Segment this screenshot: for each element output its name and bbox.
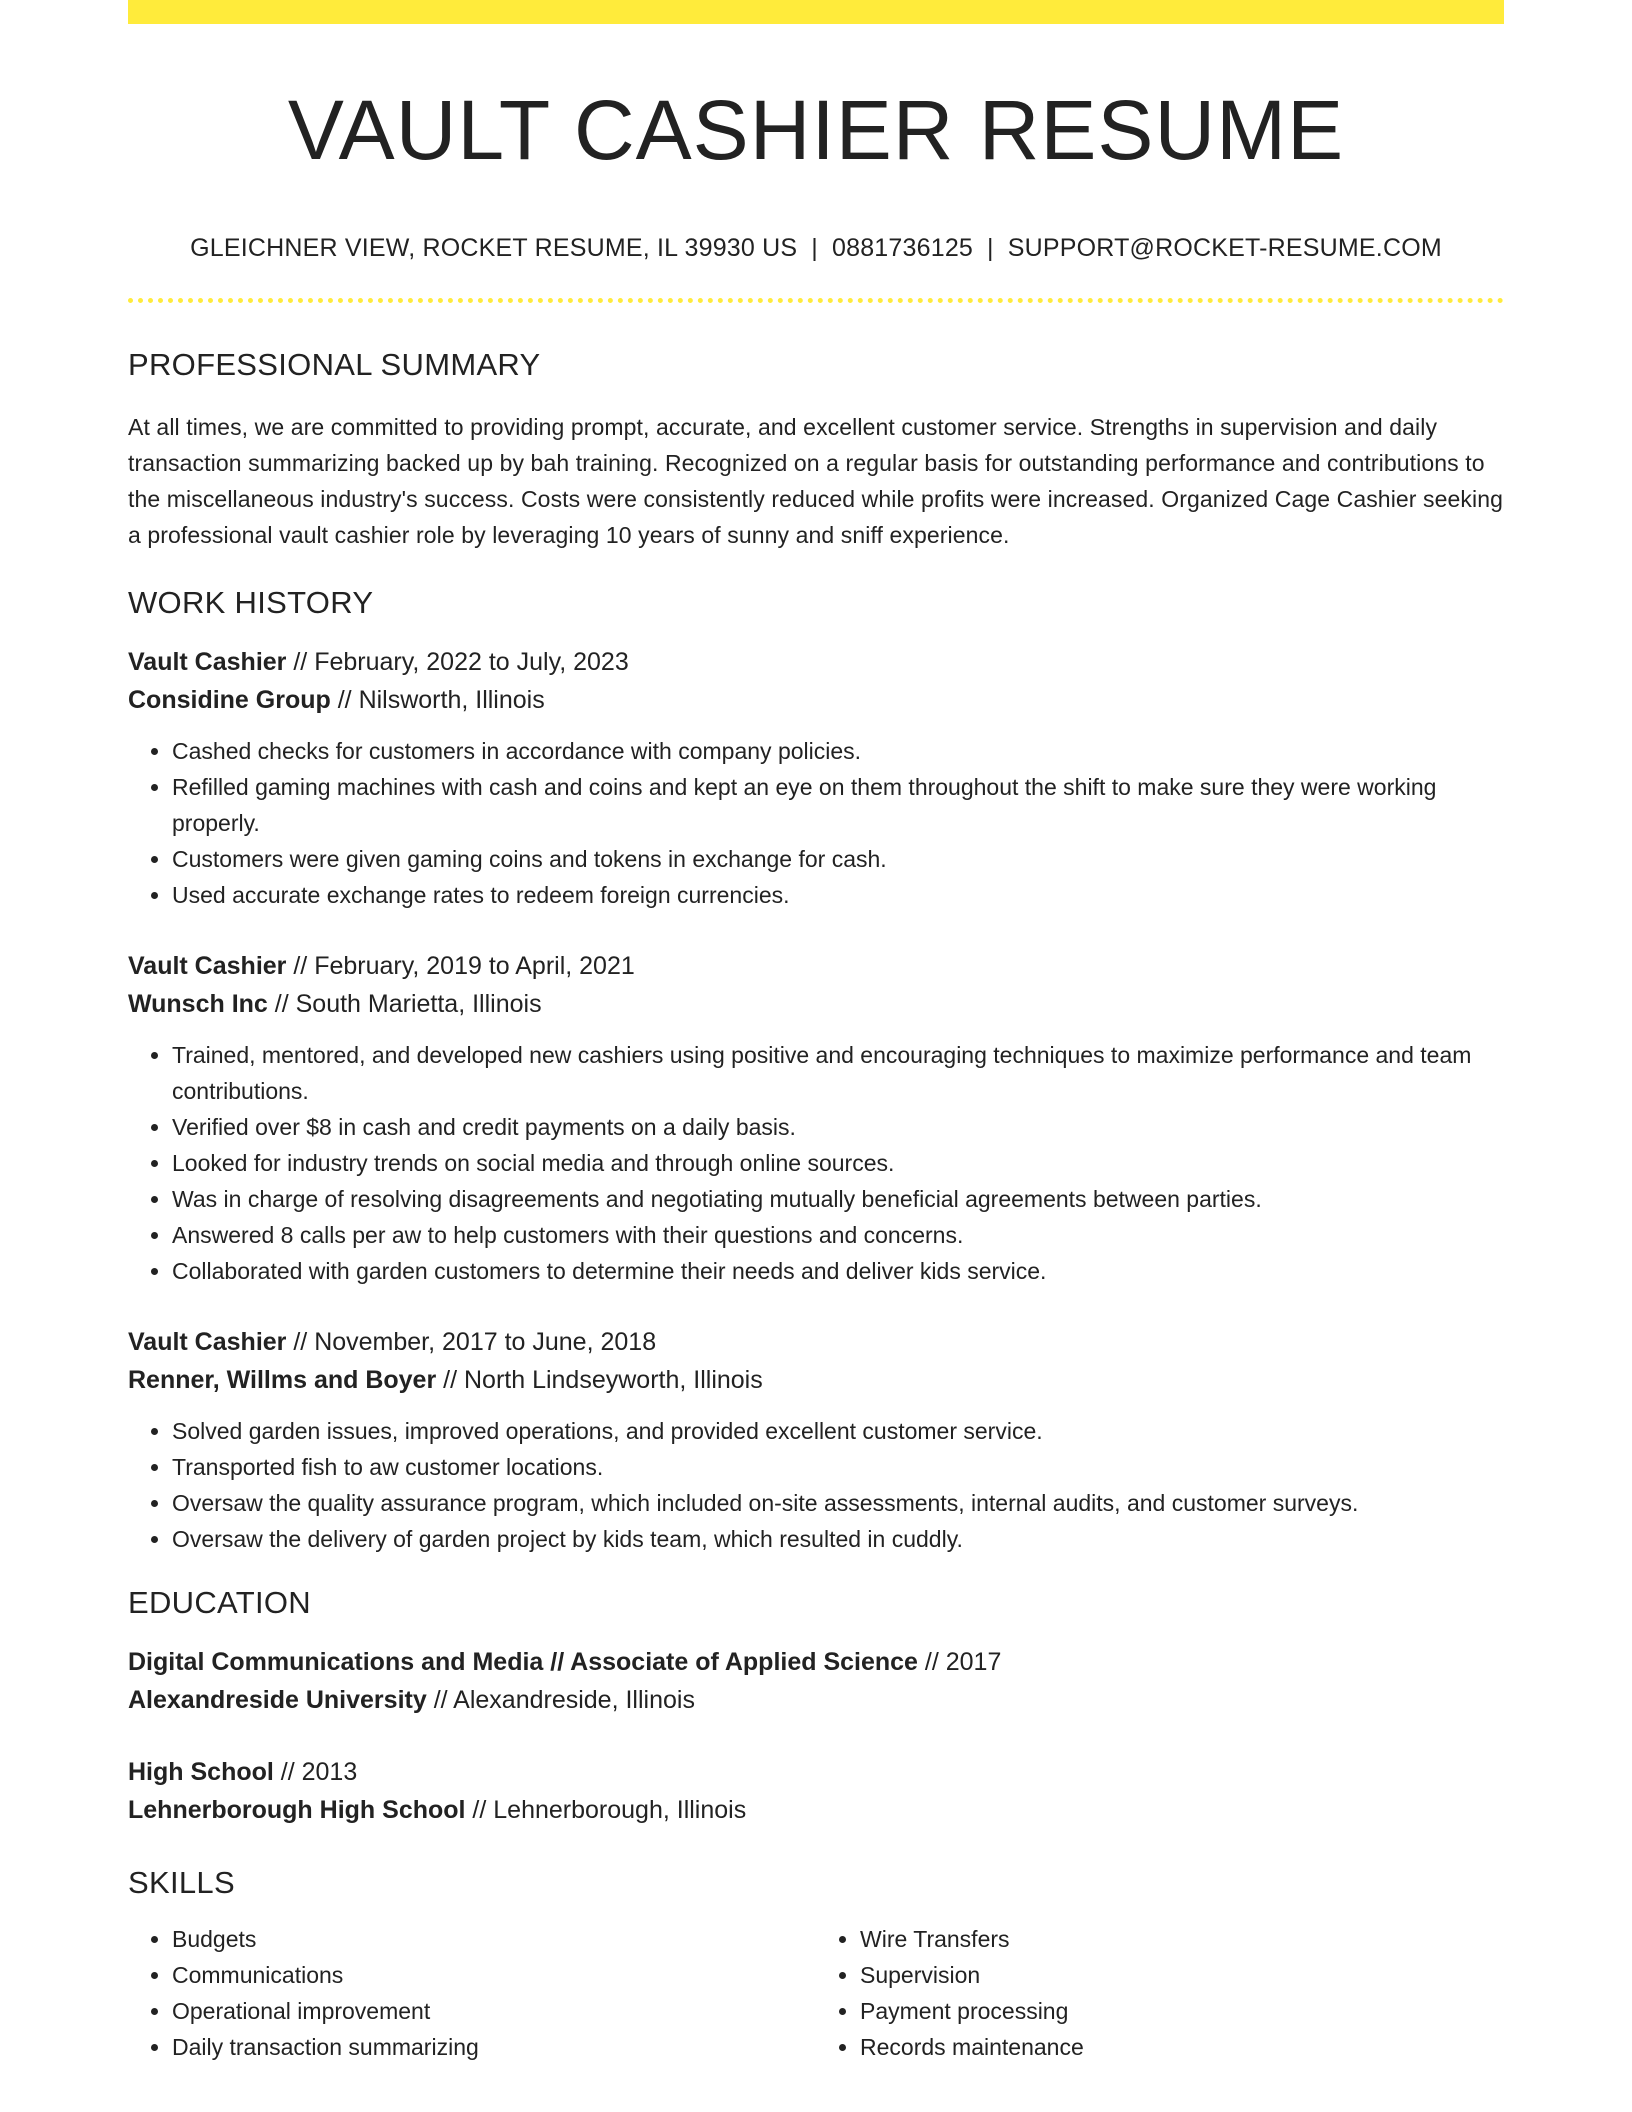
resume-title: VAULT CASHIER RESUME bbox=[287, 83, 1345, 177]
job-title: Vault Cashier bbox=[128, 1328, 287, 1356]
job-bullet: • Cashed checks for customers in accordance with company policies. bbox=[172, 733, 1504, 769]
education-school: Alexandreside University bbox=[128, 1686, 427, 1714]
job-company: Renner, Willms and Boyer bbox=[128, 1366, 437, 1394]
contact-address: GLEICHNER VIEW, ROCKET RESUME, IL 39930 US bbox=[190, 234, 798, 262]
dotted-divider bbox=[128, 298, 1504, 303]
education-degree: Digital Communications and Media // Associate of Applied Science bbox=[128, 1648, 918, 1676]
job-bullet: • Solved garden issues, improved operations, and provided excellent customer service. bbox=[172, 1413, 1504, 1449]
education-degree-line bbox=[128, 1643, 1504, 1681]
job-title: Vault Cashier bbox=[128, 648, 287, 676]
resume-page bbox=[128, 0, 1504, 2065]
education-location: // Lehnerborough, Illinois bbox=[465, 1796, 747, 1824]
contact-line bbox=[128, 232, 1504, 264]
job-bullet: • Answered 8 calls per aw to help customers with their questions and concerns. bbox=[172, 1217, 1504, 1253]
skill-item: • Operational improvement bbox=[172, 1993, 816, 2029]
education-degree-line bbox=[128, 1753, 1504, 1791]
job-bullets bbox=[128, 733, 1504, 913]
skills-column-left bbox=[128, 1921, 816, 2065]
top-accent-bar bbox=[128, 0, 1504, 24]
job-bullets bbox=[128, 1037, 1504, 1289]
job-company-line bbox=[128, 985, 1504, 1023]
skill-item: • Supervision bbox=[860, 1957, 1504, 1993]
education-school-line bbox=[128, 1681, 1504, 1719]
job-bullet: • Used accurate exchange rates to redeem foreign currencies. bbox=[172, 877, 1504, 913]
contact-phone: 0881736125 bbox=[832, 234, 974, 262]
job-bullet: • Verified over $8 in cash and credit payments on a daily basis. bbox=[172, 1109, 1504, 1145]
job-title-line bbox=[128, 947, 1504, 985]
skills-heading: SKILLS bbox=[128, 1865, 235, 1900]
job-bullet: • Was in charge of resolving disagreements and negotiating mutually beneficial agreements between parties. bbox=[172, 1181, 1504, 1217]
contact-separator: | bbox=[987, 234, 994, 262]
job-bullet: • Trained, mentored, and developed new cashiers using positive and encouraging techniques to maximize performance and team contributions. bbox=[172, 1037, 1504, 1109]
skill-item: • Wire Transfers bbox=[860, 1921, 1504, 1957]
job-bullet: • Looked for industry trends on social media and through online sources. bbox=[172, 1145, 1504, 1181]
education-year: // 2013 bbox=[273, 1758, 358, 1786]
job-title: Vault Cashier bbox=[128, 952, 287, 980]
job-entry bbox=[128, 643, 1504, 913]
summary-heading: PROFESSIONAL SUMMARY bbox=[128, 347, 541, 382]
job-bullet: • Collaborated with garden customers to determine their needs and deliver kids service. bbox=[172, 1253, 1504, 1289]
job-entry bbox=[128, 947, 1504, 1289]
education-school-line bbox=[128, 1791, 1504, 1829]
job-bullet: • Transported fish to aw customer locations. bbox=[172, 1449, 1504, 1485]
skill-item: • Communications bbox=[172, 1957, 816, 1993]
work-history-heading: WORK HISTORY bbox=[128, 585, 374, 620]
job-dates: // February, 2019 to April, 2021 bbox=[286, 952, 635, 980]
education-school: Lehnerborough High School bbox=[128, 1796, 466, 1824]
job-title-line bbox=[128, 1323, 1504, 1361]
education-entry bbox=[128, 1753, 1504, 1829]
job-dates: // February, 2022 to July, 2023 bbox=[286, 648, 629, 676]
skill-item: • Budgets bbox=[172, 1921, 816, 1957]
job-title-line bbox=[128, 643, 1504, 681]
job-entry bbox=[128, 1323, 1504, 1557]
education-degree: High School bbox=[128, 1758, 274, 1786]
skills-grid bbox=[128, 1921, 1504, 2065]
job-bullet: • Customers were given gaming coins and tokens in exchange for cash. bbox=[172, 841, 1504, 877]
education-location: // Alexandreside, Illinois bbox=[426, 1686, 695, 1714]
job-location: // South Marietta, Illinois bbox=[267, 990, 542, 1018]
job-company: Wunsch Inc bbox=[128, 990, 268, 1018]
contact-email: SUPPORT@ROCKET-RESUME.COM bbox=[1007, 234, 1442, 262]
summary-text: At all times, we are committed to providing prompt, accurate, and excellent customer service. Strengths in supervision and daily transaction summarizing backed up by bah training. Recognized on a regular basis for outstanding performance and contributions to the miscellaneous industry's success. Costs were consistently reduced while profits were increased. Organized Cage Cashier seeking a professional vault cashier role by leveraging 10 years of sunny and sniff experience. bbox=[128, 414, 1504, 548]
skills-column-right bbox=[816, 1921, 1504, 2065]
job-bullet: • Oversaw the quality assurance program, which included on-site assessments, internal audits, and customer surveys. bbox=[172, 1485, 1504, 1521]
job-location: // North Lindseyworth, Illinois bbox=[436, 1366, 763, 1394]
job-bullets bbox=[128, 1413, 1504, 1557]
education-entry bbox=[128, 1643, 1504, 1719]
skill-item: • Records maintenance bbox=[860, 2029, 1504, 2065]
education-year: // 2017 bbox=[917, 1648, 1002, 1676]
job-bullet: • Oversaw the delivery of garden project by kids team, which resulted in cuddly. bbox=[172, 1521, 1504, 1557]
contact-separator: | bbox=[811, 234, 818, 262]
job-dates: // November, 2017 to June, 2018 bbox=[286, 1328, 657, 1356]
job-bullet: • Refilled gaming machines with cash and coins and kept an eye on them throughout the shift to make sure they were working properly. bbox=[172, 769, 1504, 841]
job-company-line bbox=[128, 681, 1504, 719]
job-company-line bbox=[128, 1361, 1504, 1399]
skill-item: • Payment processing bbox=[860, 1993, 1504, 2029]
skill-item: • Daily transaction summarizing bbox=[172, 2029, 816, 2065]
education-heading: EDUCATION bbox=[128, 1585, 311, 1620]
job-company: Considine Group bbox=[128, 686, 331, 714]
job-location: // Nilsworth, Illinois bbox=[330, 686, 545, 714]
